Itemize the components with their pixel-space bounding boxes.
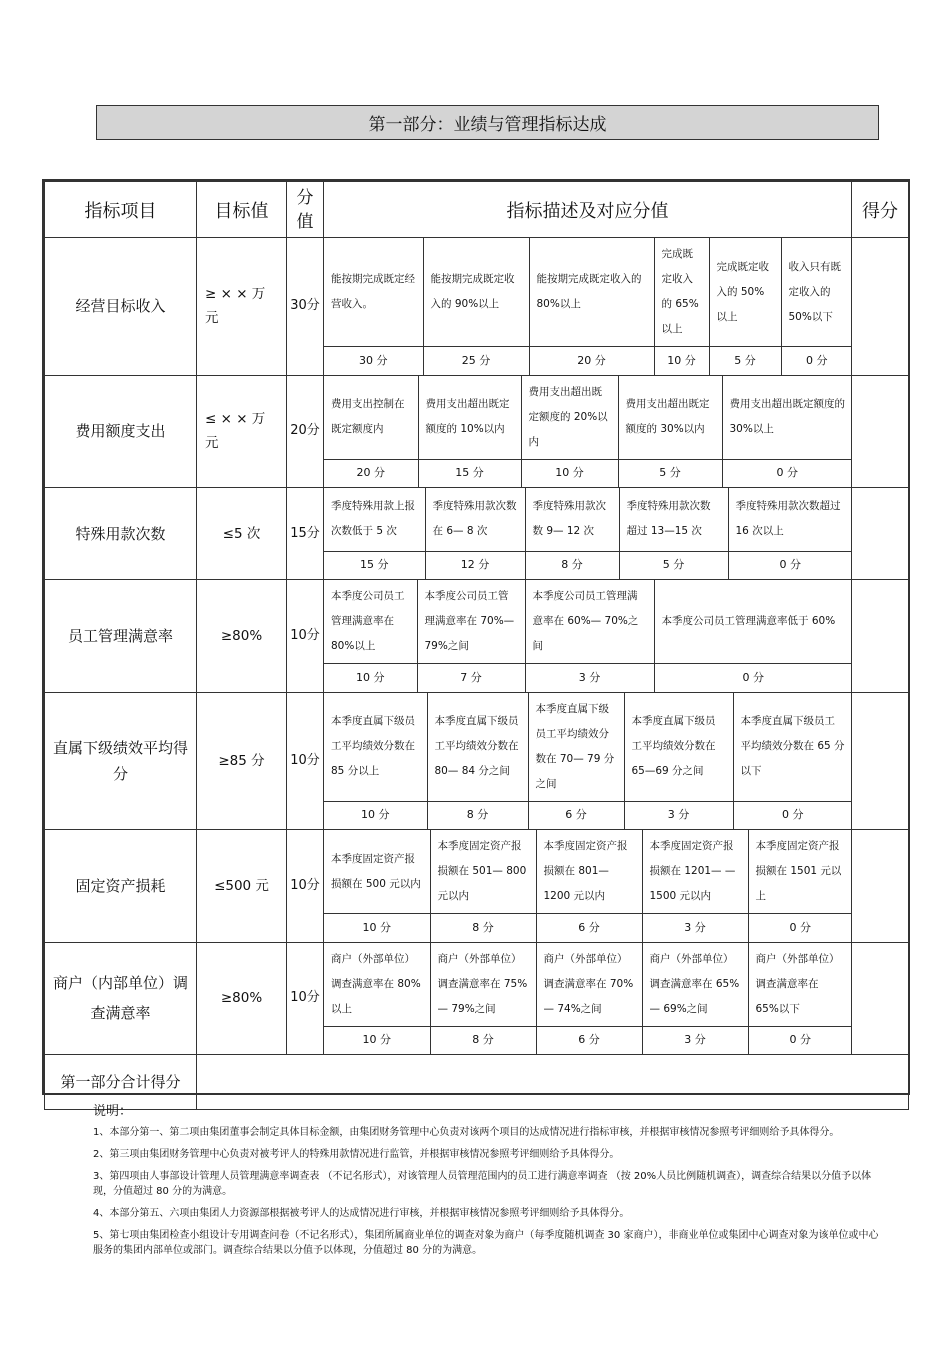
desc-cell: 本季度固定资产报损额在 500 元以内 (324, 830, 430, 914)
score-cell: 20 分 (529, 347, 654, 375)
header-target: 目标值 (197, 182, 287, 238)
note-item: 4、本部分第五、六项由集团人力资源部根据被考评人的达成情况进行审核，并根据审核情况参照考评细则给予具体得分。 (93, 1208, 630, 1219)
desc-cell: 费用支出控制在既定额度内 (324, 376, 418, 460)
score-cell: 30 分 (324, 347, 423, 375)
score-cell: 7 分 (417, 664, 525, 692)
desc-cell: 季度特殊用款次数在 6— 8 次 (425, 488, 525, 551)
total-score-cell[interactable] (197, 1055, 909, 1110)
score-cell: 0 分 (733, 801, 852, 829)
score-cell: 8 分 (430, 914, 536, 942)
row-points: 20分 (287, 375, 324, 488)
desc-cell: 能按期完成既定收入的 80%以上 (529, 238, 654, 347)
score-cell: 5 分 (619, 551, 728, 579)
row-target: ≤5 次 (197, 488, 287, 580)
desc-cell: 商户（外部单位）调查满意率在 70%— 74%之间 (536, 943, 642, 1027)
row-points: 15分 (287, 488, 324, 580)
score-cell: 10 分 (324, 801, 427, 829)
row-points: 30分 (287, 238, 324, 376)
row-target: ≤500 元 (197, 830, 287, 943)
desc-cell: 季度特殊用款次数超过 16 次以上 (728, 488, 852, 551)
score-cell: 8 分 (525, 551, 619, 579)
score-cell: 15 分 (418, 459, 521, 487)
row-target: ≥85 分 (197, 692, 287, 830)
desc-cell: 本季度直属下级员工平均绩效分数在 85 分以上 (324, 693, 427, 802)
score-input-cell[interactable] (852, 830, 909, 943)
score-cell: 3 分 (624, 801, 733, 829)
desc-cell: 完成既定收入的 50%以上 (709, 238, 781, 347)
score-cell: 8 分 (430, 1026, 536, 1054)
row-target: ≥ × × 万元 (197, 238, 287, 376)
table-row (45, 942, 909, 1055)
desc-cell: 本季度固定资产报损额在 1501 元以上 (748, 830, 852, 914)
note-item: 1、本部分第一、第二项由集团董事会制定具体目标金额，由集团财务管理中心负责对该两个项目的达成情况进行指标审核，并根据审核情况参照考评细则给予具体得分。 (93, 1127, 840, 1138)
desc-cell: 本季度直属下级员工平均绩效分数在 80— 84 分之间 (427, 693, 528, 802)
score-cell: 5 分 (709, 347, 781, 375)
score-cell: 0 分 (748, 1026, 852, 1054)
desc-cell: 本季度公司员工管理满意率在 70%— 79%之间 (417, 580, 525, 664)
row-label: 固定资产损耗 (45, 830, 197, 943)
row-points: 10分 (287, 580, 324, 693)
notes-title: 说明： (93, 1104, 133, 1119)
score-input-cell[interactable] (852, 942, 909, 1055)
note-item: 3、第四项由人事部设计管理人员管理满意率调查表 （不记名形式），对该管理人员管理范围内的员工进行满意率调查 （按 20%人员比例随机调查），调查综合结果以分值予以体现，分值超过 80 分的为满意。 (93, 1171, 872, 1197)
table-row (45, 375, 909, 488)
desc-cell: 本季度公司员工管理满意率在 80%以上 (324, 580, 417, 664)
desc-cell: 本季度直属下级员工平均绩效分数在 70— 79 分之间 (528, 693, 624, 802)
table-row (45, 580, 909, 693)
score-cell: 3 分 (642, 1026, 748, 1054)
kpi-table (44, 181, 909, 1110)
desc-cell: 本季度固定资产报损额在 1201— — 1500 元以内 (642, 830, 748, 914)
score-input-cell[interactable] (852, 488, 909, 580)
note-item: 2、第三项由集团财务管理中心负责对被考评人的特殊用款情况进行监管，并根据审核情况参照考评细则给予具体得分。 (93, 1149, 620, 1160)
note-item: 5、第七项由集团检查小组设计专用调查问卷（不记名形式），集团所属商业单位的调查对象为商户（每季度随机调查 30 家商户），非商业单位或集团中心调查对象为该单位或中心服务的集团内部单位或部门。调查综合结果以分值予以体现，分值超过 80 分的为满意。 (93, 1230, 879, 1256)
score-cell: 25 分 (423, 347, 529, 375)
table-row (45, 692, 909, 830)
score-cell: 3 分 (642, 914, 748, 942)
section-title: 第一部分：业绩与管理指标达成 (96, 105, 879, 140)
desc-cell: 季度特殊用款上报次数低于 5 次 (324, 488, 425, 551)
header-score: 得分 (852, 182, 909, 238)
desc-cell: 完成既定收入的 65%以上 (654, 238, 709, 347)
score-cell: 6 分 (536, 914, 642, 942)
row-target: ≥80% (197, 580, 287, 693)
row-desc-cell (324, 942, 852, 1055)
score-cell: 10 分 (324, 1026, 430, 1054)
row-desc-cell (324, 692, 852, 830)
score-cell: 6 分 (536, 1026, 642, 1054)
desc-cell: 季度特殊用款次数 9— 12 次 (525, 488, 619, 551)
row-points: 10分 (287, 692, 324, 830)
score-cell: 8 分 (427, 801, 528, 829)
row-target: ≤ × × 万元 (197, 375, 287, 488)
score-cell: 20 分 (324, 459, 418, 487)
desc-cell: 费用支出超出既定额度的 30%以上 (722, 376, 852, 460)
row-target: ≥80% (197, 942, 287, 1055)
row-label: 商户（内部单位）调查满意率 (45, 942, 197, 1055)
total-label: 第一部分合计得分 (45, 1055, 197, 1110)
desc-cell: 能按期完成既定收入的 90%以上 (423, 238, 529, 347)
score-cell: 10 分 (654, 347, 709, 375)
header-points: 分值 (287, 182, 324, 238)
desc-cell: 本季度固定资产报损额在 501— 800 元以内 (430, 830, 536, 914)
score-input-cell[interactable] (852, 580, 909, 693)
score-cell: 0 分 (654, 664, 852, 692)
score-cell: 5 分 (618, 459, 722, 487)
desc-cell: 季度特殊用款次数超过 13—15 次 (619, 488, 728, 551)
score-cell: 10 分 (324, 664, 417, 692)
score-cell: 0 分 (781, 347, 852, 375)
header-item: 指标项目 (45, 182, 197, 238)
desc-cell: 费用支出超出既定额度的 20%以内 (521, 376, 618, 460)
score-cell: 10 分 (521, 459, 618, 487)
score-input-cell[interactable] (852, 238, 909, 376)
score-cell: 10 分 (324, 914, 430, 942)
notes-section (93, 1104, 883, 1265)
score-cell: 3 分 (525, 664, 654, 692)
row-points: 10分 (287, 942, 324, 1055)
score-cell: 6 分 (528, 801, 624, 829)
score-cell: 0 分 (728, 551, 852, 579)
row-label: 费用额度支出 (45, 375, 197, 488)
desc-cell: 商户（外部单位）调查满意率在 65%— 69%之间 (642, 943, 748, 1027)
row-desc-cell (324, 830, 852, 943)
score-cell: 0 分 (748, 914, 852, 942)
row-label: 特殊用款次数 (45, 488, 197, 580)
row-desc-cell (324, 238, 852, 376)
table-row (45, 488, 909, 580)
score-cell: 0 分 (722, 459, 852, 487)
row-label: 经营目标收入 (45, 238, 197, 376)
desc-cell: 本季度直属下级员工平均绩效分数在 65 分以下 (733, 693, 852, 802)
desc-cell: 收入只有既定收入的 50%以下 (781, 238, 852, 347)
desc-cell: 费用支出超出既定额度的 10%以内 (418, 376, 521, 460)
desc-cell: 费用支出超出既定额度的 30%以内 (618, 376, 722, 460)
score-cell: 15 分 (324, 551, 425, 579)
table-row (45, 830, 909, 943)
desc-cell: 本季度公司员工管理满意率低于 60% (654, 580, 852, 664)
table-row (45, 238, 909, 376)
score-cell: 12 分 (425, 551, 525, 579)
score-input-cell[interactable] (852, 692, 909, 830)
desc-cell: 商户（外部单位）调查满意率在 65%以下 (748, 943, 852, 1027)
row-points: 10分 (287, 830, 324, 943)
desc-cell: 商户（外部单位）调查满意率在 80%以上 (324, 943, 430, 1027)
desc-cell: 商户（外部单位）调查满意率在 75%— 79%之间 (430, 943, 536, 1027)
row-desc-cell (324, 580, 852, 693)
row-desc-cell (324, 488, 852, 580)
desc-cell: 本季度公司员工管理满意率在 60%— 70%之间 (525, 580, 654, 664)
desc-cell: 本季度固定资产报损额在 801— 1200 元以内 (536, 830, 642, 914)
row-label: 直属下级绩效平均得分 (45, 692, 197, 830)
row-desc-cell (324, 375, 852, 488)
header-desc: 指标描述及对应分值 (324, 182, 852, 238)
total-row (45, 1055, 909, 1110)
score-input-cell[interactable] (852, 375, 909, 488)
desc-cell: 本季度直属下级员工平均绩效分数在 65—69 分之间 (624, 693, 733, 802)
row-label: 员工管理满意率 (45, 580, 197, 693)
desc-cell: 能按期完成既定经营收入。 (324, 238, 423, 347)
